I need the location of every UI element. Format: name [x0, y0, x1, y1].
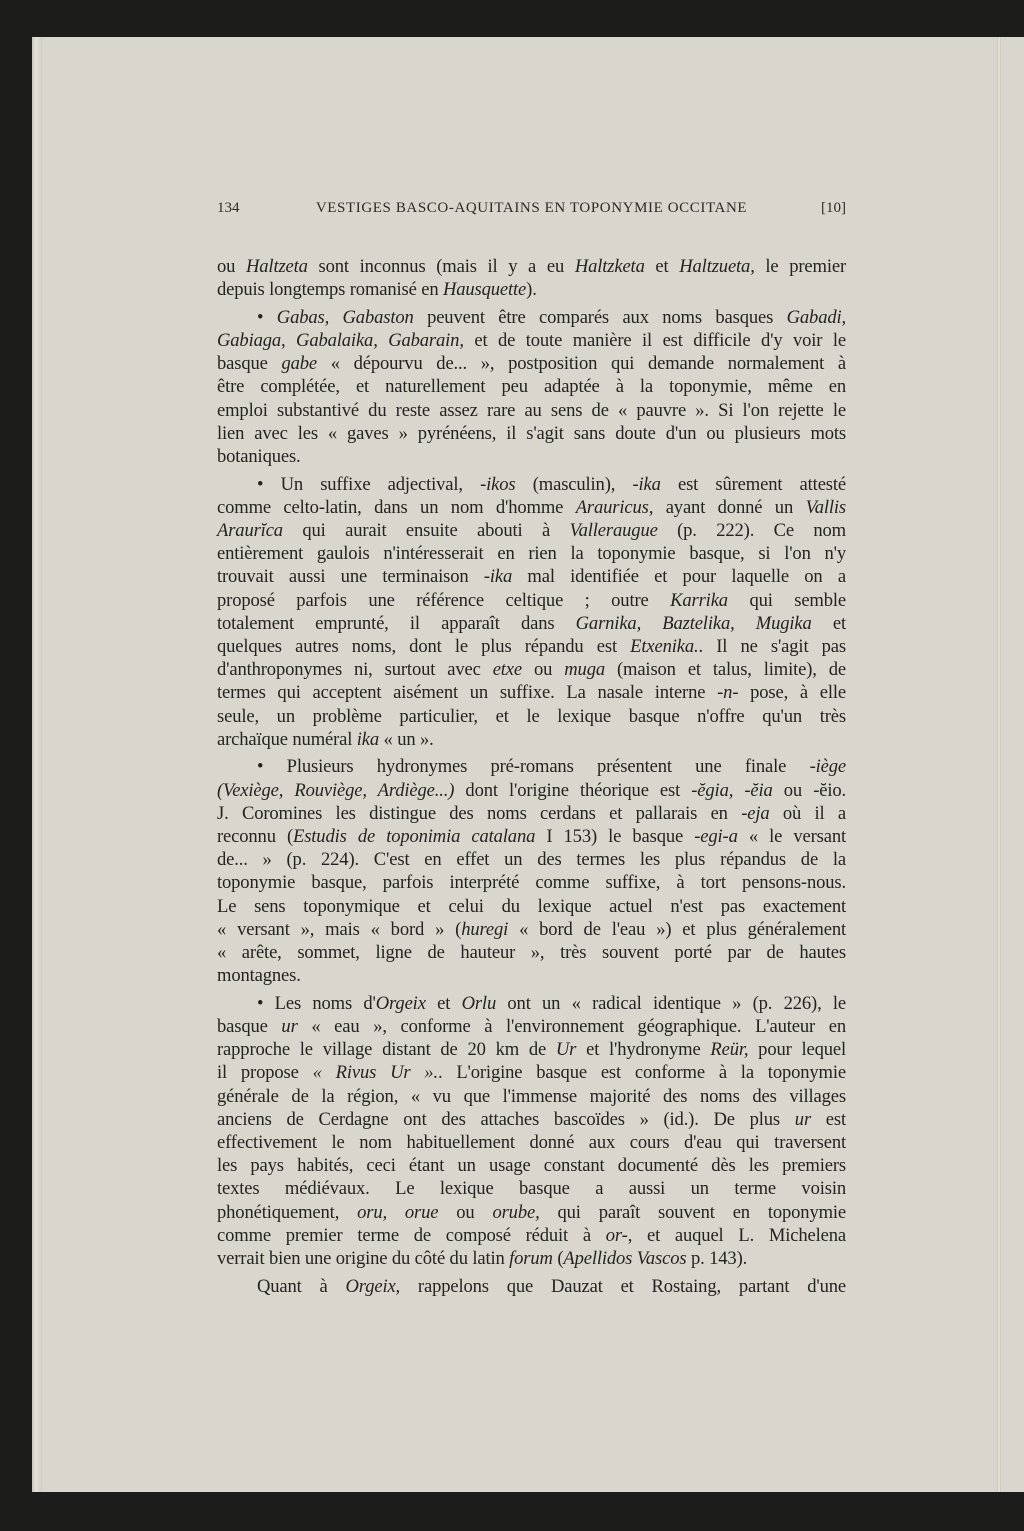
text-line	[217, 779, 846, 802]
body-text	[217, 255, 846, 1298]
text-run: rappelons que Dauzat et Rostaing, partant d'une	[400, 1275, 846, 1297]
text-run: , et auquel L. Michelena	[627, 1224, 846, 1246]
text-run: dont l'origine théorique est	[454, 779, 692, 801]
text-line	[217, 278, 846, 301]
text-line	[217, 848, 846, 871]
text-run: . Il ne s'agit pas	[698, 636, 846, 657]
text-run: proposé parfois une référence celtique ; outre	[217, 589, 671, 611]
text-run: termes qui acceptent aisément un suffixe. La nasale interne	[217, 682, 718, 704]
text-line	[217, 565, 846, 588]
italic-term: oru, orue	[357, 1201, 439, 1223]
italic-term: Hausquette	[442, 279, 527, 301]
text-run: emploi substantivé du reste assez rare au sens de « pauvre ». Si l'on rejette le	[217, 399, 846, 421]
text-run: reconnu (	[217, 826, 293, 847]
text-line	[217, 329, 846, 352]
italic-term: (Vexiège, Rouviège, Ardiège...)	[217, 779, 455, 801]
page-number: 134	[217, 200, 240, 216]
text-run: J. Coromines les distingue des noms cerdans et pallarais en	[217, 802, 742, 824]
text-line	[217, 755, 846, 778]
italic-term: forum	[509, 1247, 553, 1269]
italic-term: -ika	[483, 566, 513, 588]
text-run: basque	[217, 353, 282, 375]
italic-term: -ikos	[480, 473, 516, 495]
text-line	[217, 375, 846, 398]
italic-term: -iège	[809, 756, 846, 778]
text-line	[217, 941, 846, 964]
text-run: ou -ĕio.	[772, 779, 846, 801]
text-run: ayant donné un	[653, 496, 806, 518]
text-run: Quant à	[257, 1275, 346, 1297]
text-run: et de toute manière il est difficile d'y voir le	[463, 330, 846, 352]
text-run: mal identifiée et pour laquelle on a	[512, 566, 846, 588]
text-run: et	[811, 612, 846, 634]
text-line	[217, 496, 846, 519]
text-line	[217, 918, 846, 941]
italic-term: or-	[605, 1224, 628, 1246]
text-line	[217, 705, 846, 728]
text-run: peuvent être comparés aux noms basques	[413, 306, 787, 328]
text-run: verrait bien une origine du côté du latin	[217, 1247, 510, 1269]
text-line	[217, 255, 846, 278]
text-run: d'anthroponymes ni, surtout avec	[217, 659, 493, 681]
page-fold	[997, 37, 1001, 1492]
text-run: comme premier terme de composé réduit à	[217, 1224, 606, 1246]
text-run: • Les noms d'	[257, 992, 376, 1014]
italic-term: gabe	[281, 353, 317, 375]
paragraph	[217, 306, 846, 468]
text-run: p. 143).	[686, 1247, 748, 1269]
text-line	[217, 422, 846, 445]
italic-term: -eja	[741, 802, 770, 824]
text-run: pose, à elle	[738, 682, 846, 704]
text-run: « dépourvu de... », postposition qui demande normalement à	[317, 353, 847, 375]
text-run: trouvait aussi une terminaison	[217, 566, 484, 588]
italic-term: Orlu	[461, 992, 497, 1014]
italic-term: ur	[794, 1108, 812, 1130]
text-line	[217, 635, 846, 658]
text-run: « eau », conforme à l'environnement géographique. L'auteur en	[297, 1016, 846, 1037]
italic-term: Gabiaga, Gabalaika, Gabarain,	[217, 330, 464, 352]
paragraph	[217, 255, 846, 301]
italic-term: etxe	[492, 659, 523, 681]
text-run: toponymie basque, parfois interprété comme suffixe, à tort pensons-nous.	[217, 872, 846, 894]
text-line	[217, 964, 846, 987]
text-line	[217, 1247, 846, 1270]
running-header	[217, 200, 846, 220]
text-run: (masculin),	[515, 473, 633, 495]
text-run: ou	[217, 256, 246, 277]
text-line	[217, 1015, 846, 1038]
text-run: depuis longtemps romanisé en	[217, 279, 443, 301]
italic-term: -ika	[632, 473, 661, 495]
text-run: archaïque numéral	[217, 728, 357, 750]
text-run: ont un « radical identique » (p. 226), le	[496, 992, 846, 1014]
text-run: et	[644, 256, 680, 277]
italic-term: orube,	[492, 1201, 540, 1223]
text-line	[217, 1224, 846, 1247]
text-run: anciens de Cerdagne ont des attaches bascoïdes » (id.). De plus	[217, 1108, 795, 1130]
italic-term: Ur	[555, 1039, 577, 1061]
paragraph	[217, 755, 846, 987]
text-line	[217, 1038, 846, 1061]
italic-term: -ĕgia, -ĕia	[691, 779, 773, 801]
text-line	[217, 1177, 846, 1200]
text-run: et	[425, 992, 462, 1014]
italic-term: -egi-a	[694, 826, 738, 847]
text-run: effectivement le nom habituellement donné aux cours d'eau qui traversent	[217, 1131, 846, 1153]
text-run: qui aurait ensuite abouti à	[282, 520, 570, 542]
section-ref: [10]	[821, 200, 846, 216]
italic-term: Arauricus,	[575, 496, 654, 518]
italic-term: Haltzeta	[246, 256, 308, 277]
text-line	[217, 1275, 846, 1298]
page-edge	[32, 37, 42, 1492]
text-run: . L'origine basque est conforme à la toponymie	[437, 1062, 846, 1084]
text-run: • Un suffixe adjectival,	[257, 473, 481, 495]
text-run: ou	[438, 1201, 493, 1223]
text-run: montagnes.	[217, 965, 301, 987]
text-line	[217, 728, 846, 751]
text-run: quelques autres noms, dont le plus répandu est	[217, 636, 631, 657]
text-run: (	[552, 1247, 564, 1269]
text-run: les pays habités, ceci étant un usage constant documenté dès les premiers	[217, 1155, 846, 1177]
text-line	[217, 473, 846, 496]
text-run: « bord de l'eau ») et plus généralement	[508, 918, 847, 940]
italic-term: ur	[281, 1016, 298, 1037]
text-run: « un ».	[379, 728, 434, 750]
text-run: pour lequel	[748, 1039, 847, 1061]
text-run: lien avec les « gaves » pyrénéens, il s'agit sans doute d'un ou plusieurs mots	[217, 422, 846, 444]
italic-term: muga	[564, 659, 605, 681]
text-run: basque	[217, 1016, 282, 1037]
text-line	[217, 542, 846, 565]
text-line	[217, 1131, 846, 1154]
text-run: « arête, sommet, ligne de hauteur », très souvent porté par de hautes	[217, 941, 846, 963]
text-run: ou	[522, 659, 565, 681]
text-line	[217, 1154, 846, 1177]
paragraph	[217, 1275, 846, 1298]
text-run: qui paraît souvent en toponymie	[539, 1201, 847, 1223]
text-run: sont inconnus (mais il y a eu	[307, 256, 575, 277]
text-line	[217, 306, 846, 329]
text-run: il propose	[217, 1062, 313, 1084]
italic-term: Haltzueta,	[679, 256, 755, 277]
text-run: •	[257, 306, 277, 328]
italic-term: Haltzketa	[574, 256, 645, 277]
italic-term: Valleraugue	[569, 520, 658, 542]
text-line	[217, 992, 846, 1015]
text-run: « versant », mais « bord » (	[217, 918, 462, 940]
text-line	[217, 681, 846, 704]
text-line	[217, 871, 846, 894]
text-line	[217, 1085, 846, 1108]
running-title: VESTIGES BASCO-AQUITAINS EN TOPONYMIE OCCITANE	[315, 200, 748, 216]
italic-term: Karrika	[670, 589, 728, 611]
text-line	[217, 658, 846, 681]
text-line	[217, 802, 846, 825]
italic-term: Etxenika.	[630, 636, 699, 657]
italic-term: Vallis	[805, 496, 846, 518]
text-run: I 153) le basque	[535, 826, 695, 847]
text-run: rapproche le village distant de 20 km de	[217, 1039, 556, 1061]
text-line	[217, 352, 846, 375]
text-run: (maison et talus, limite), de	[605, 659, 847, 681]
text-line	[217, 895, 846, 918]
text-line	[217, 519, 846, 542]
text-run: textes médiévaux. Le lexique basque a aussi un terme voisin	[217, 1178, 846, 1200]
text-run: entièrement gaulois n'intéresserait en rien la toponymie basque, si l'on n'y	[217, 543, 846, 565]
italic-term: Apellidos Vascos	[563, 1247, 687, 1269]
text-run: est sûrement attesté	[660, 473, 846, 495]
text-line	[217, 1061, 846, 1084]
text-run: botaniques.	[217, 446, 301, 467]
text-line	[217, 399, 846, 422]
italic-term: ika	[356, 728, 380, 750]
text-line	[217, 589, 846, 612]
text-run: et l'hydronyme	[576, 1039, 711, 1061]
text-line	[217, 1201, 846, 1224]
italic-term: Orgeix	[375, 992, 426, 1014]
text-line	[217, 612, 846, 635]
text-run: où il a	[769, 802, 846, 824]
italic-term: Araurĭca	[217, 520, 283, 542]
text-line	[217, 445, 846, 468]
text-run: Le sens toponymique et celui du lexique actuel n'est pas exactement	[217, 895, 846, 917]
text-run: « le versant	[737, 826, 846, 847]
italic-term: Gabadi,	[786, 306, 847, 328]
italic-term: Garnika, Baztelika, Mugika	[575, 612, 812, 634]
italic-term: Reür,	[710, 1039, 749, 1061]
text-run: de... » (p. 224). C'est en effet un des termes les plus répandus de la	[217, 849, 846, 871]
text-run: (p. 222). Ce nom	[657, 520, 846, 542]
text-run: • Plusieurs hydronymes pré-romans présentent une finale	[257, 756, 810, 778]
text-run: être complétée, et naturellement peu adaptée à la toponymie, même en	[217, 376, 846, 398]
italic-term: Gabas, Gabaston	[276, 306, 414, 328]
italic-term: Orgeix,	[345, 1275, 401, 1297]
text-run: totalement emprunté, il apparaît dans	[217, 612, 576, 634]
paragraph	[217, 473, 846, 751]
text-run: qui semble	[727, 589, 846, 611]
italic-term: huregi	[461, 918, 509, 940]
text-run: phonétiquement,	[217, 1201, 358, 1223]
text-run: est	[811, 1108, 846, 1130]
text-line	[217, 1108, 846, 1131]
italic-term: Estudis de toponimia catalana	[293, 826, 536, 847]
text-run: le premier	[754, 256, 846, 277]
text-run: seule, un problème particulier, et le lexique basque n'offre qu'un très	[217, 705, 846, 727]
text-run: ).	[526, 279, 537, 301]
text-run: générale de la région, « vu que l'immense majorité des noms des villages	[217, 1085, 846, 1107]
italic-term: -n-	[717, 682, 739, 704]
text-run: comme celto-latin, dans un nom d'homme	[217, 496, 576, 518]
paragraph	[217, 992, 846, 1270]
italic-term: « Rivus Ur ».	[312, 1062, 438, 1084]
text-line	[217, 825, 846, 848]
